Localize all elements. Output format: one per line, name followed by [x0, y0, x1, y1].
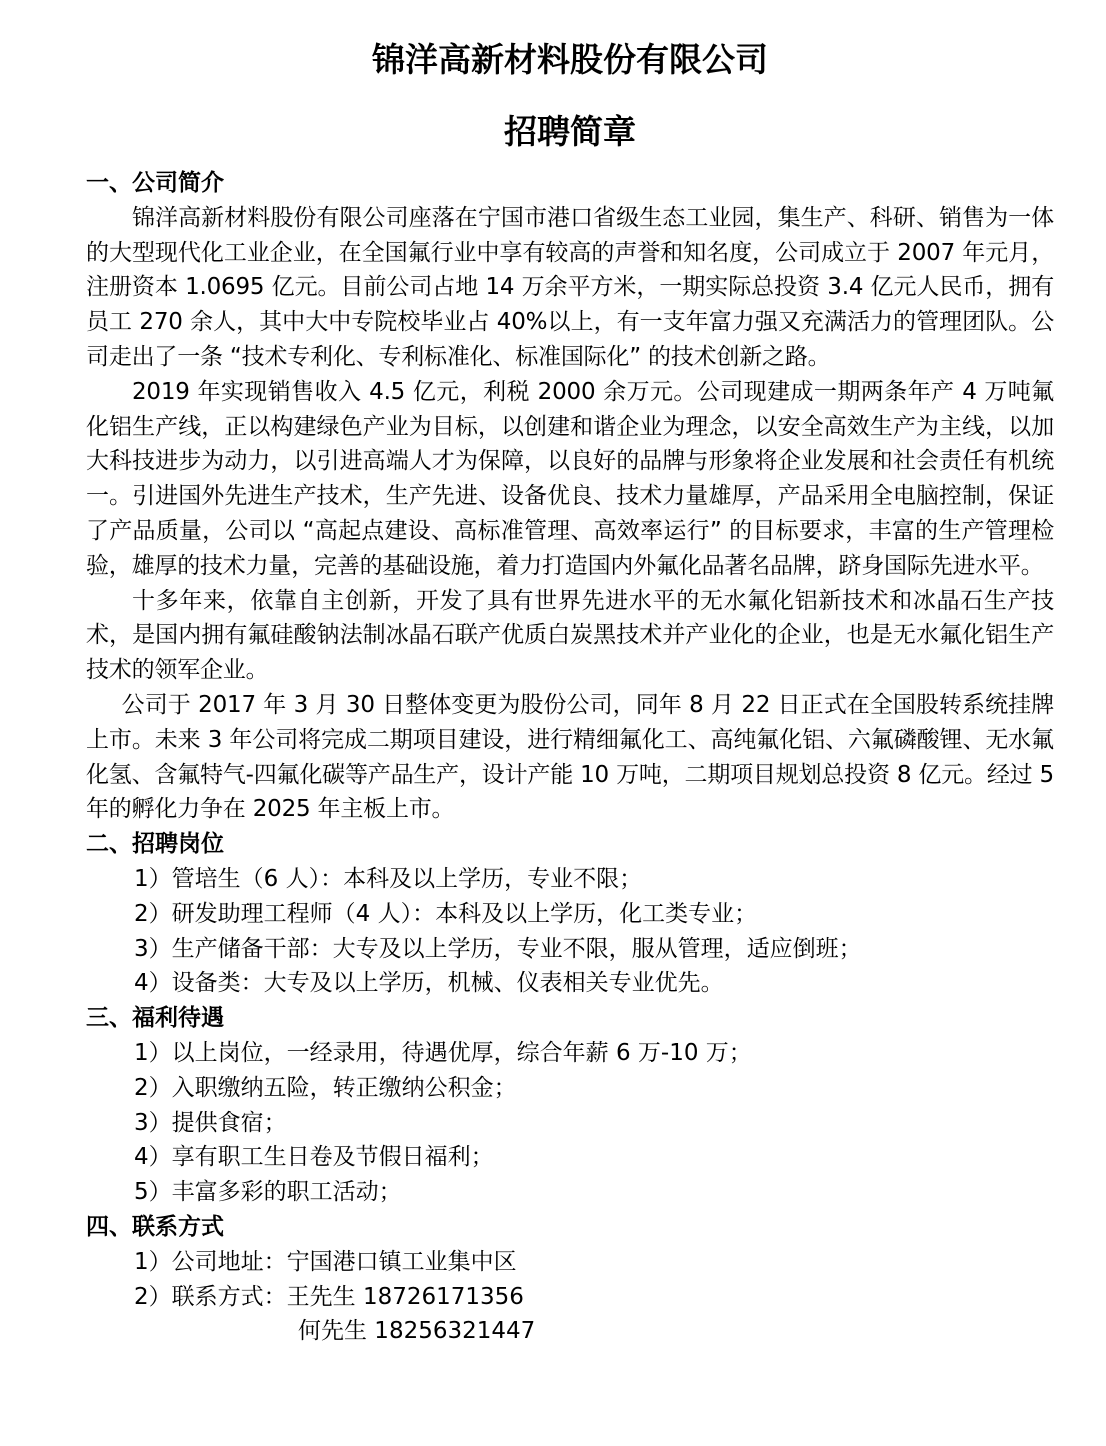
positions-list — [86, 862, 1054, 1001]
list-item: 2）入职缴纳五险，转正缴纳公积金； — [134, 1074, 517, 1101]
section-positions — [86, 827, 1054, 1001]
recruitment-title: 招聘简章 — [504, 112, 636, 151]
section-heading: 三、福利待遇 — [86, 1005, 224, 1032]
document-page — [86, 36, 1054, 1349]
intro-paragraph: 锦洋高新材料股份有限公司座落在宁国市港口省级生态工业园，集生产、科研、销售为一体的大型现代化工业企业，在全国氟行业中享有较高的声誉和知名度，公司成立于 2007 年元月，注册资本 1.0695 亿元。目前公司占地 14 万余平方米，一期实际总投资 3.4 亿元人民币，拥有员工 270 余人，其中大中专院校毕业占 40%以上，有一支年富力强又充满活力的管理团队。公司走出了一条 “技术专利化、专利标准化、标准国际化” 的技术创新之路。 — [86, 204, 1054, 370]
intro-paragraph: 公司于 2017 年 3 月 30 日整体变更为股份公司，同年 8 月 22 日正式在全国股转系统挂牌上市。未来 3 年公司将完成二期项目建设，进行精细氟化工、高纯氟化铝、六氟磷酸锂、无水氟化氢、含氟特气-四氟化碳等产品生产，设计产能 10 万吨，二期项目规划总投资 8 亿元。经过 5 年的孵化力争在 2025 年主板上市。 — [86, 691, 1054, 823]
list-item: 3）提供食宿； — [134, 1109, 287, 1136]
section-heading: 二、招聘岗位 — [86, 831, 224, 858]
contact-phone: 2）联系方式：王先生 18726171356 — [134, 1283, 524, 1310]
section-contact — [86, 1210, 1054, 1349]
benefits-list — [86, 1036, 1054, 1210]
section-heading: 一、公司简介 — [86, 170, 224, 196]
section-company-intro — [86, 166, 1054, 827]
section-heading: 四、联系方式 — [86, 1213, 224, 1240]
section-benefits — [86, 1001, 1054, 1210]
company-title: 锦洋高新材料股份有限公司 — [372, 40, 768, 79]
list-item: 1）以上岗位，一经录用，待遇优厚，综合年薪 6 万-10 万； — [134, 1039, 752, 1066]
contact-address: 1）公司地址：宁国港口镇工业集中区 — [134, 1248, 517, 1275]
list-item: 1）管培生（6 人）：本科及以上学历，专业不限； — [134, 865, 643, 892]
contact-list — [86, 1245, 1054, 1349]
list-item: 3）生产储备干部：大专及以上学历，专业不限，服从管理，适应倒班； — [134, 935, 862, 962]
intro-paragraph: 2019 年实现销售收入 4.5 亿元，利税 2000 余万元。公司现建成一期两条年产 4 万吨氟化铝生产线，正以构建绿色产业为目标，以创建和谐企业为理念，以安全高效生产为主线，以加大科技进步为动力，以引进高端人才为保障，以良好的品牌与形象将企业发展和社会责任有机统一。引进国外先进生产技术，生产先进、设备优良、技术力量雄厚，产品采用全电脑控制，保证了产品质量，公司以 “高起点建设、高标准管理、高效率运行” 的目标要求，丰富的生产管理检验，雄厚的技术力量，完善的基础设施，着力打造国内外氟化品著名品牌，跻身国际先进水平。 — [86, 378, 1054, 579]
intro-paragraph: 十多年来，依靠自主创新，开发了具有世界先进水平的无水氟化铝新技术和冰晶石生产技术，是国内拥有氟硅酸钠法制冰晶石联产优质白炭黑技术并产业化的企业，也是无水氟化铝生产技术的领军企业。 — [86, 587, 1054, 684]
contact-phone-secondary: 何先生 18256321447 — [298, 1318, 536, 1345]
list-item: 2）研发助理工程师（4 人）：本科及以上学历，化工类专业； — [134, 900, 758, 927]
list-item: 4）享有职工生日卷及节假日福利； — [134, 1144, 494, 1171]
list-item: 5）丰富多彩的职工活动； — [134, 1179, 402, 1206]
list-item: 4）设备类：大专及以上学历，机械、仪表相关专业优先。 — [134, 970, 724, 997]
